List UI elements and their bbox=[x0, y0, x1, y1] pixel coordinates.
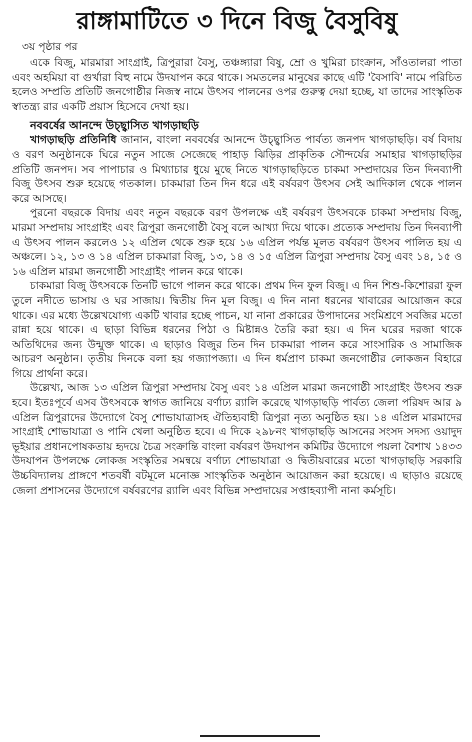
sub-headline: নববর্ষের আনন্দে উচ্ছ্বাসিত খাগড়াছড়ি bbox=[30, 119, 199, 133]
paragraph-1 bbox=[12, 133, 462, 206]
byline: খাগড়াছড়ি প্রতিনিধি bbox=[30, 134, 117, 147]
paragraph-1-text: জানান, বাংলা নববর্ষের আনন্দে উচ্ছ্বাসিত পার্বত্য জনপদ খাগড়াছড়ি। বর্ষ বিদায় ও বরণ অনুষ্ঠানকে ঘিরে নতুন সাজে সেজেছে পাহাড় ঝিড়ির প্রাকৃতিক সৌন্দর্যের সমাহার খাগড়াছড়ির প্রতিটি জনপদ। সব পাপাচার ও মিথ্যাচার ধুয়ে মুছে নিতে খাগড়াছড়িতে চাকমা সম্প্রদায়ের তিন দিনব্যাপী বিজু উৎসব শুরু হয়েছে গতকাল। চাকমারা তিন দিন ধরে এই বর্ষবরণ উৎসব সেই আদিকাল থেকে পালন করে আসছে। bbox=[12, 134, 462, 205]
intro-paragraph: একে বিজু, মারমারা সাংগ্রাই, ত্রিপুরারা বৈসু, তঞ্চঙ্গ্যারা বিষু, ম্রো ও খুমিরা চাংক্রান, সাঁওতালরা পাতা এবং অহমিয়া বা গুর্খারা বিহু নামে উদযাপন করে থাকে। সমতলের মানুষের কাছে এটি 'বৈসাবি' নামে পরিচিত হলেও সম্প্রতি প্রতিটি জনগোষ্ঠীর নিজস্ব নামে উৎসব পালনের ওপর গুরুত্ব দেয়া হচ্ছে, যা তাদের সাংস্কৃতিক স্বাতন্ত্র্য রার একটি প্রয়াস হিসেবে দেখা হয়। bbox=[12, 57, 462, 113]
continued-from-note: ৩য় পৃষ্ঠার পর bbox=[22, 41, 78, 53]
bottom-rule-divider bbox=[200, 735, 320, 741]
paragraph-4: উল্লেখ্য, আজ ১৩ এপ্রিল ত্রিপুরা সম্প্রদায় বৈসু এবং ১৪ এপ্রিল মারমা জনগোষ্ঠী সাংগ্রাইং উৎসব শুরু হবে। ইতঃপূর্বে এসব উৎসবকে স্বাগত জানিয়ে বর্ণাঢ্য র‍্যালি করেছে খাগড়াছড়ি পার্বত্য জেলা পরিষদ আর ৯ এপ্রিল ত্রিপুরাদের উদ্যোগে বৈসু শোভাযাত্রাসহ ঐতিহ্যবাহী ত্রিপুরা নৃত্য অনুষ্ঠিত হয়। ১৪ এপ্রিল মারমাদের সাংগ্রাই শোভাযাত্রা ও পানি খেলা অনুষ্ঠিত হবে। এ দিকে ২৯৮নং খাগড়াছড়ি আসনের সংসদ সদস্য ওয়াদুদ ভূইয়ার প্রধানপোষকতায় হৃদয়ে চৈত্র সংক্রান্তি বাংলা বর্ষবরণ উদযাপন কমিটির উদ্যোগে পয়লা বৈশাখ ১৪৩৩ উদযাপন উপলক্ষে লোকজ সংস্কৃতির সমন্বয়ে বর্ণাঢ্য শোভাযাত্রা ও দ্বিতীয়বারের মতো খাগড়াছড়ি সরকারি উচ্চবিদ্যালয় প্রাঙ্গণে শতবর্ষী বটমূলে মনোজ্ঞ সাংস্কৃতিক অনুষ্ঠান আয়োজন করা হয়েছে। এ ছাড়াও রয়েছে জেলা প্রশাসনের উদ্যোগে বর্ষবরণের র‍্যালি এবং বিভিন্ন সম্প্রদায়ের সপ্তাহব্যাপী নানা কর্মসূচি। bbox=[12, 382, 462, 497]
paragraph-3: চাকমারা বিজু উৎসবকে তিনটি ভাগে পালন করে থাকে। প্রথম দিন ফুল বিজু। এ দিন শিশু-কিশোররা ফুল তুলে নদীতে ভাসায় ও ঘর সাজায়। দ্বিতীয় দিন মূল বিজু। এ দিন নানা ধরনের খাবারের আয়োজন করে থাকে। এর মধ্যে উল্লেখযোগ্য একটি খাবার হচ্ছে পাচন, যা নানা প্রকারের উপাদানের সংমিশ্রণে সবজির মতো রান্না হয়ে থাকে। এ ছাড়া বিভিন্ন ধরনের পিঠা ও মিষ্টান্নও তৈরি করা হয়। এ দিন ঘরের দরজা থাকে অতিথিদের জন্য উন্মুক্ত থাকে। এ ছাড়াও বিজুর তিন দিন চাকমারা পালন করে সাংসারিক ও সামাজিক আচরণ অনুষ্ঠান। তৃতীয় দিনকে বলা হয় গজ্যাপজ্যা। এ দিন ধর্মপ্রাণ চাকমা জনগোষ্ঠীর লোকজন বিহারে গিয়ে প্রার্থনা করে। bbox=[12, 280, 462, 380]
article-headline: রাঙ্গামাটিতে ৩ দিনে বিজু বৈসুবিষু bbox=[76, 7, 398, 35]
paragraph-2: পুরনো বছরকে বিদায় এবং নতুন বছরকে বরণ উপলক্ষে এই বর্ষবরণ উৎসবকে চাকমা সম্প্রদায় বিজু, মারমা সম্প্রদায় সাংগ্রাইং এবং ত্রিপুরা জনগোষ্ঠী বৈসু বলে আখ্যা দিয়ে থাকে। প্রত্যেক সম্প্রদায় তিন দিনব্যাপী এ উৎসব পালন করলেও ১২ এপ্রিল থেকে শুরু হয়ে ১৬ এপ্রিল পর্যন্ত মূলত বর্ষবরণ উৎসব পালিত হয় এ অঞ্চলে। ১২, ১৩ ও ১৪ এপ্রিল চাকমারা বিজু, ১৩, ১৪ ও ১৫ এপ্রিল ত্রিপুরা সম্প্রদায় বৈসু এবং ১৪, ১৫ ও ১৬ এপ্রিল মারমা জনগোষ্ঠী সাংগ্রাইং পালন করে থাকে। bbox=[12, 207, 463, 278]
